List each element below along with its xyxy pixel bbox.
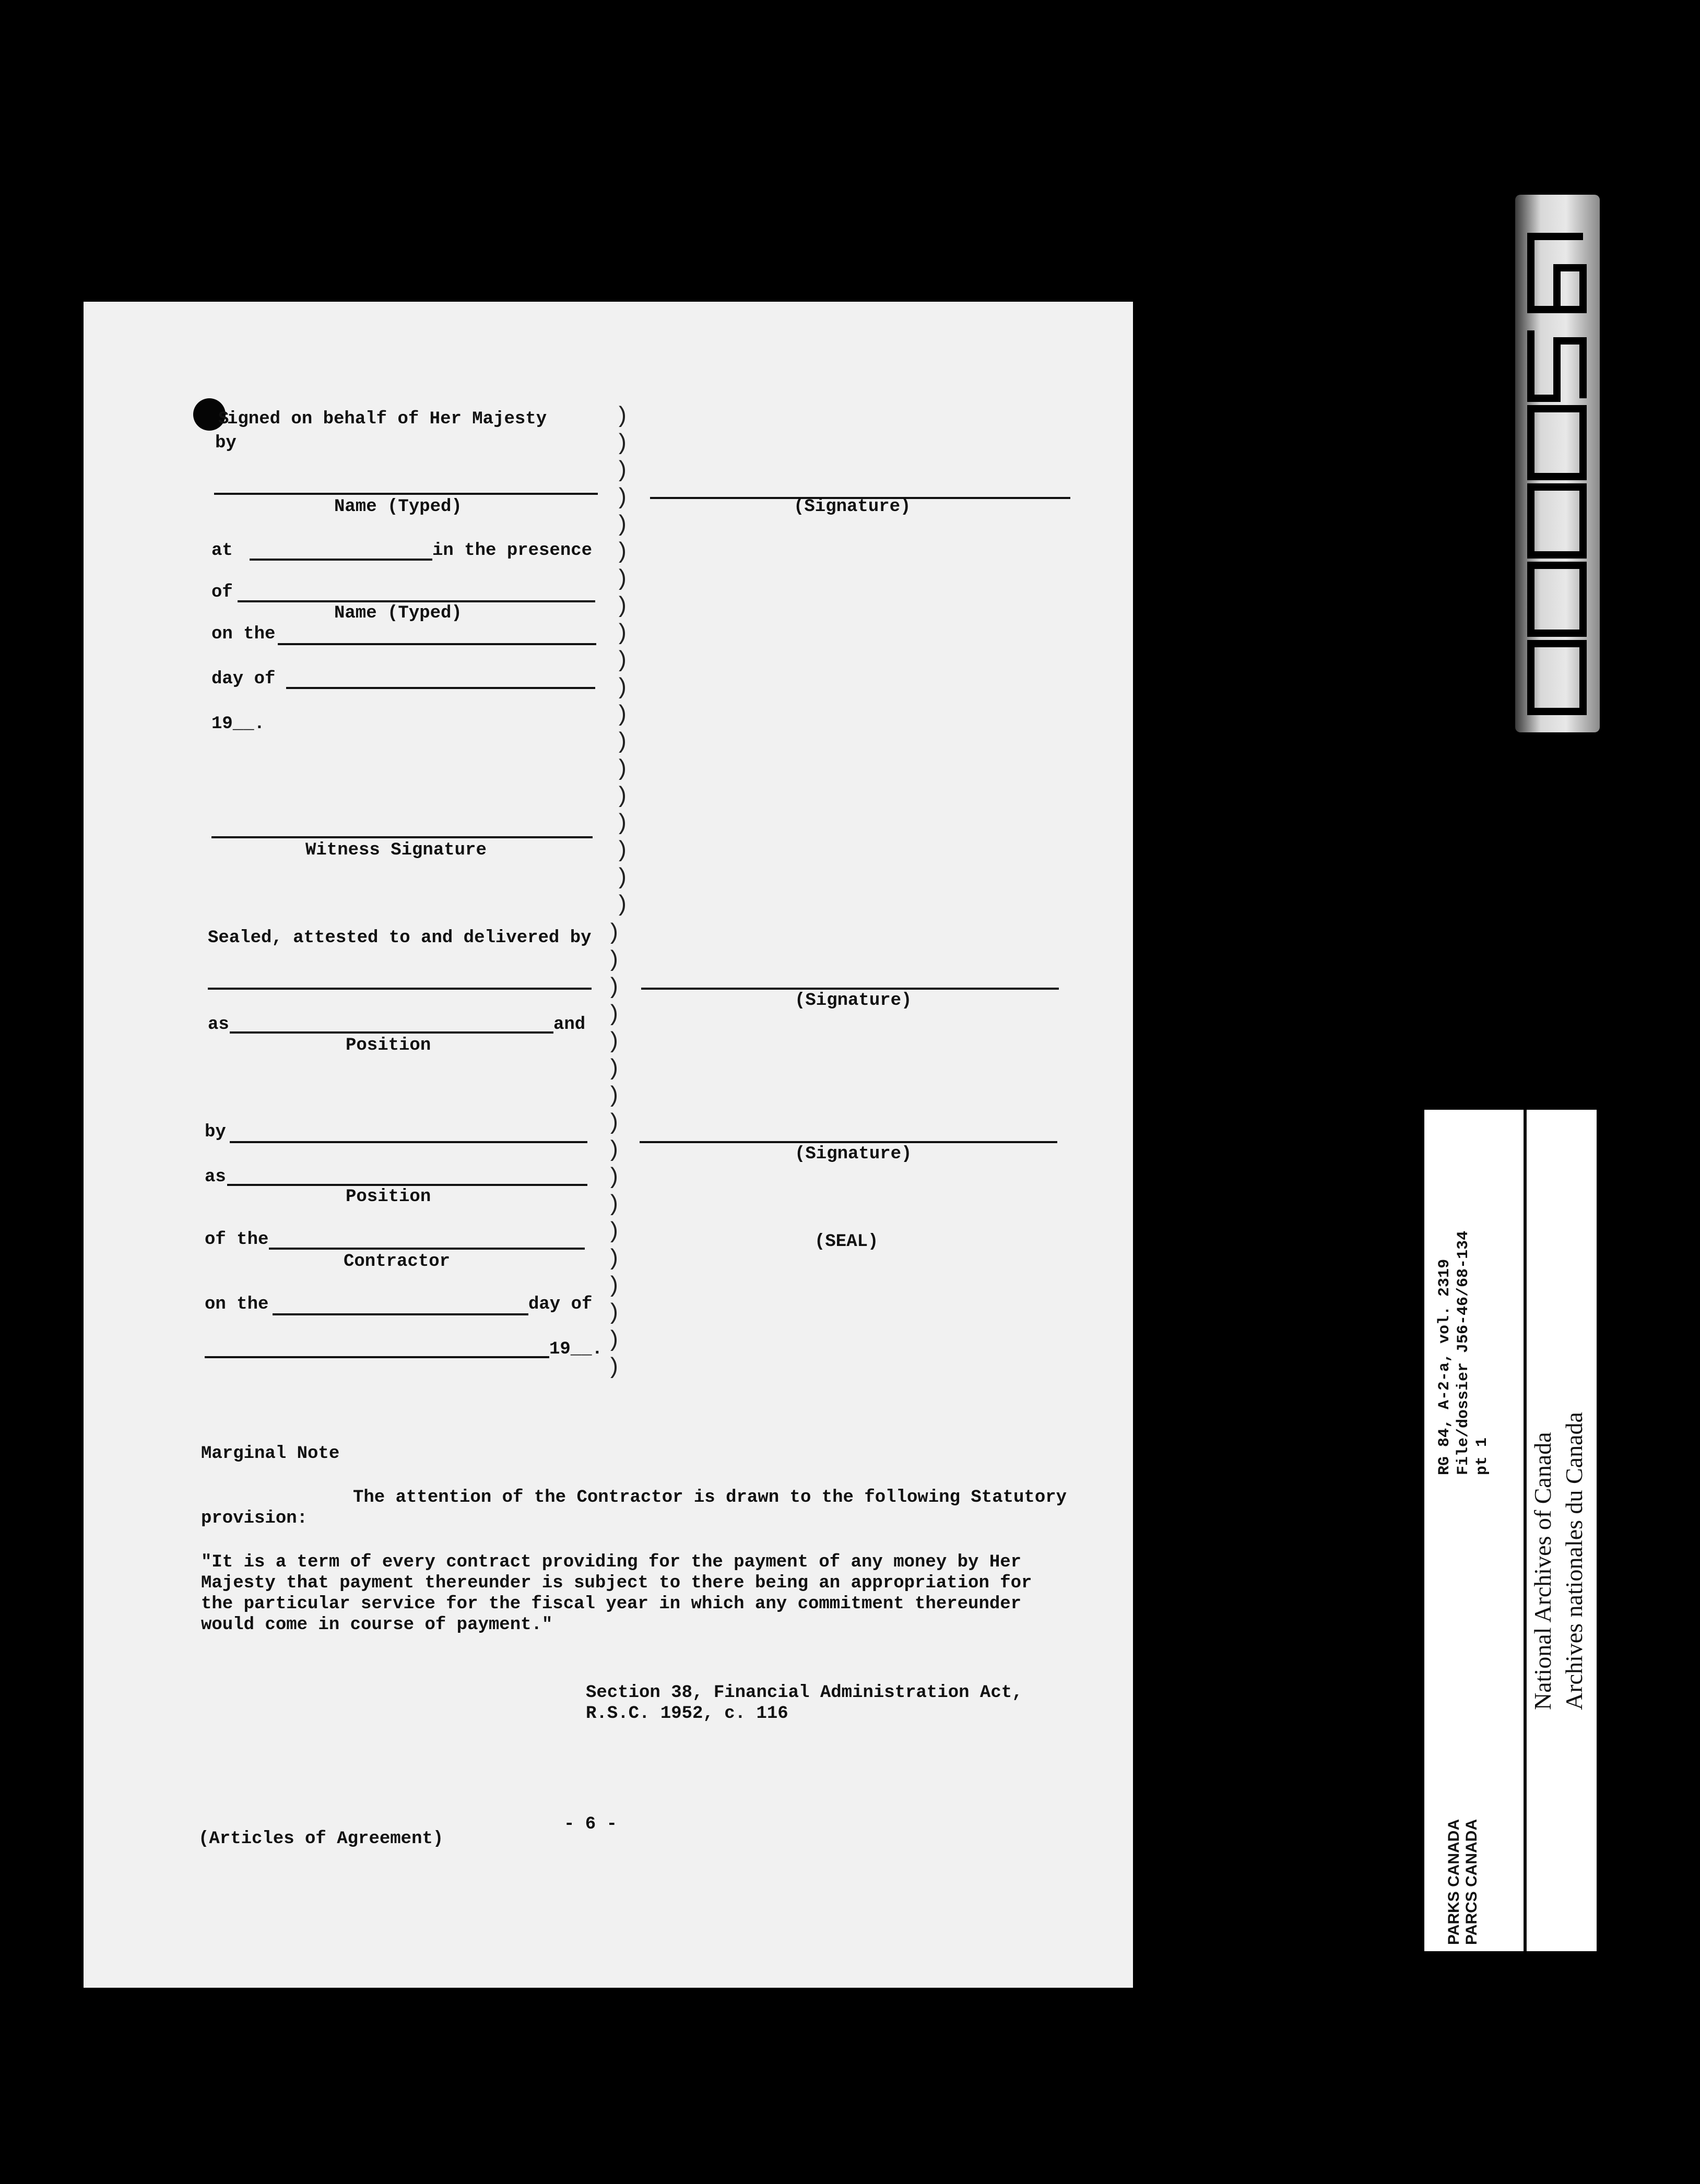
- of-the-line: [269, 1248, 585, 1250]
- archive-reference-3: pt 1: [1473, 1437, 1491, 1475]
- of-the-label: of the: [205, 1230, 269, 1250]
- signature-label-3: (Signature): [795, 1144, 912, 1164]
- by-label: by: [205, 1122, 226, 1142]
- name-line: [214, 493, 598, 495]
- signature-line-3: [640, 1141, 1057, 1143]
- position2-label: Position: [346, 1187, 431, 1207]
- of-label: of: [211, 583, 233, 602]
- archives-name-fr: Archives nationales du Canada: [1561, 1412, 1587, 1710]
- marginal-intro-2: provision:: [201, 1509, 308, 1528]
- seal-label: (SEAL): [814, 1232, 879, 1252]
- witness-label: Witness Signature: [305, 840, 487, 860]
- signature-label-2: (Signature): [795, 991, 912, 1011]
- archive-reference-1: RG 84, A-2-a, vol. 2319: [1436, 1259, 1454, 1475]
- date-line: [205, 1356, 549, 1358]
- frame-number-stamp: [1515, 195, 1600, 732]
- position-label: Position: [346, 1036, 431, 1055]
- at-label: at: [211, 541, 233, 561]
- at-line: [250, 559, 432, 561]
- deliverer-line: [208, 988, 592, 990]
- bracket-2: ) ) ) ) ) ) ) ) ) ) ) ) ) ) ) ) ): [607, 920, 621, 1381]
- contractor-label: Contractor: [344, 1252, 451, 1272]
- marginal-quote-3: the particular service for the fiscal year in which any commitment thereunder: [201, 1594, 1022, 1614]
- citation-1: Section 38, Financial Administration Act,: [586, 1683, 1023, 1703]
- label-divider: [1524, 1110, 1527, 1951]
- in-presence-label: in the presence: [432, 541, 593, 561]
- and-label: and: [553, 1015, 586, 1035]
- marginal-title: Marginal Note: [201, 1444, 340, 1464]
- as-label: as: [208, 1015, 229, 1035]
- on-the-line: [278, 643, 596, 645]
- section1-by: by: [215, 433, 237, 453]
- page-number: - 6 -: [564, 1814, 618, 1834]
- year-label: 19__.: [211, 714, 265, 734]
- on-the-2-label: on the: [205, 1295, 269, 1314]
- document-title: (Articles of Agreement): [198, 1829, 444, 1849]
- by-line: [230, 1141, 587, 1143]
- as-line: [230, 1031, 553, 1034]
- agency-fr: PARCS CANADA: [1463, 1819, 1480, 1945]
- year-2-label: 19__.: [549, 1339, 603, 1359]
- section1-heading-text: igned on behalf of Her Majesty: [227, 409, 547, 429]
- as2-label: as: [205, 1167, 226, 1187]
- section2-heading: Sealed, attested to and delivered by: [208, 928, 592, 948]
- citation-2: R.S.C. 1952, c. 116: [586, 1704, 788, 1724]
- archives-name-en: National Archives of Canada: [1529, 1432, 1556, 1710]
- section1-heading: S: [218, 409, 229, 429]
- witness-line: [211, 836, 593, 838]
- of-line: [238, 600, 595, 602]
- signature-line-2: [641, 988, 1059, 990]
- bracket-1: ) ) ) ) ) ) ) ) ) ) ) ) ) ) ) ) ) ) ): [615, 403, 629, 918]
- name-typed-label-2: Name (Typed): [334, 603, 462, 623]
- archive-label: [1424, 1110, 1597, 1951]
- on-the-2-line: [273, 1313, 528, 1315]
- day-of-label: day of: [211, 669, 276, 689]
- frame-number-digits: [1520, 205, 1595, 722]
- marginal-intro-1: The attention of the Contractor is drawn to the following Statutory: [353, 1488, 1067, 1508]
- on-the-label: on the: [211, 624, 276, 644]
- day-of-line: [286, 687, 595, 689]
- signature-label-1: (Signature): [794, 497, 911, 517]
- as2-line: [227, 1184, 587, 1186]
- agency-en: PARKS CANADA: [1445, 1819, 1462, 1945]
- marginal-quote-4: would come in course of payment.": [201, 1615, 553, 1635]
- name-typed-label: Name (Typed): [334, 497, 462, 517]
- archive-reference-2: File/dossier J56-46/68-134: [1455, 1230, 1472, 1475]
- marginal-quote-1: "It is a term of every contract providing for the payment of any money by Her: [201, 1552, 1022, 1572]
- marginal-quote-2: Majesty that payment thereunder is subject to there being an appropriation for: [201, 1573, 1032, 1593]
- day-of-2-label: day of: [528, 1295, 593, 1314]
